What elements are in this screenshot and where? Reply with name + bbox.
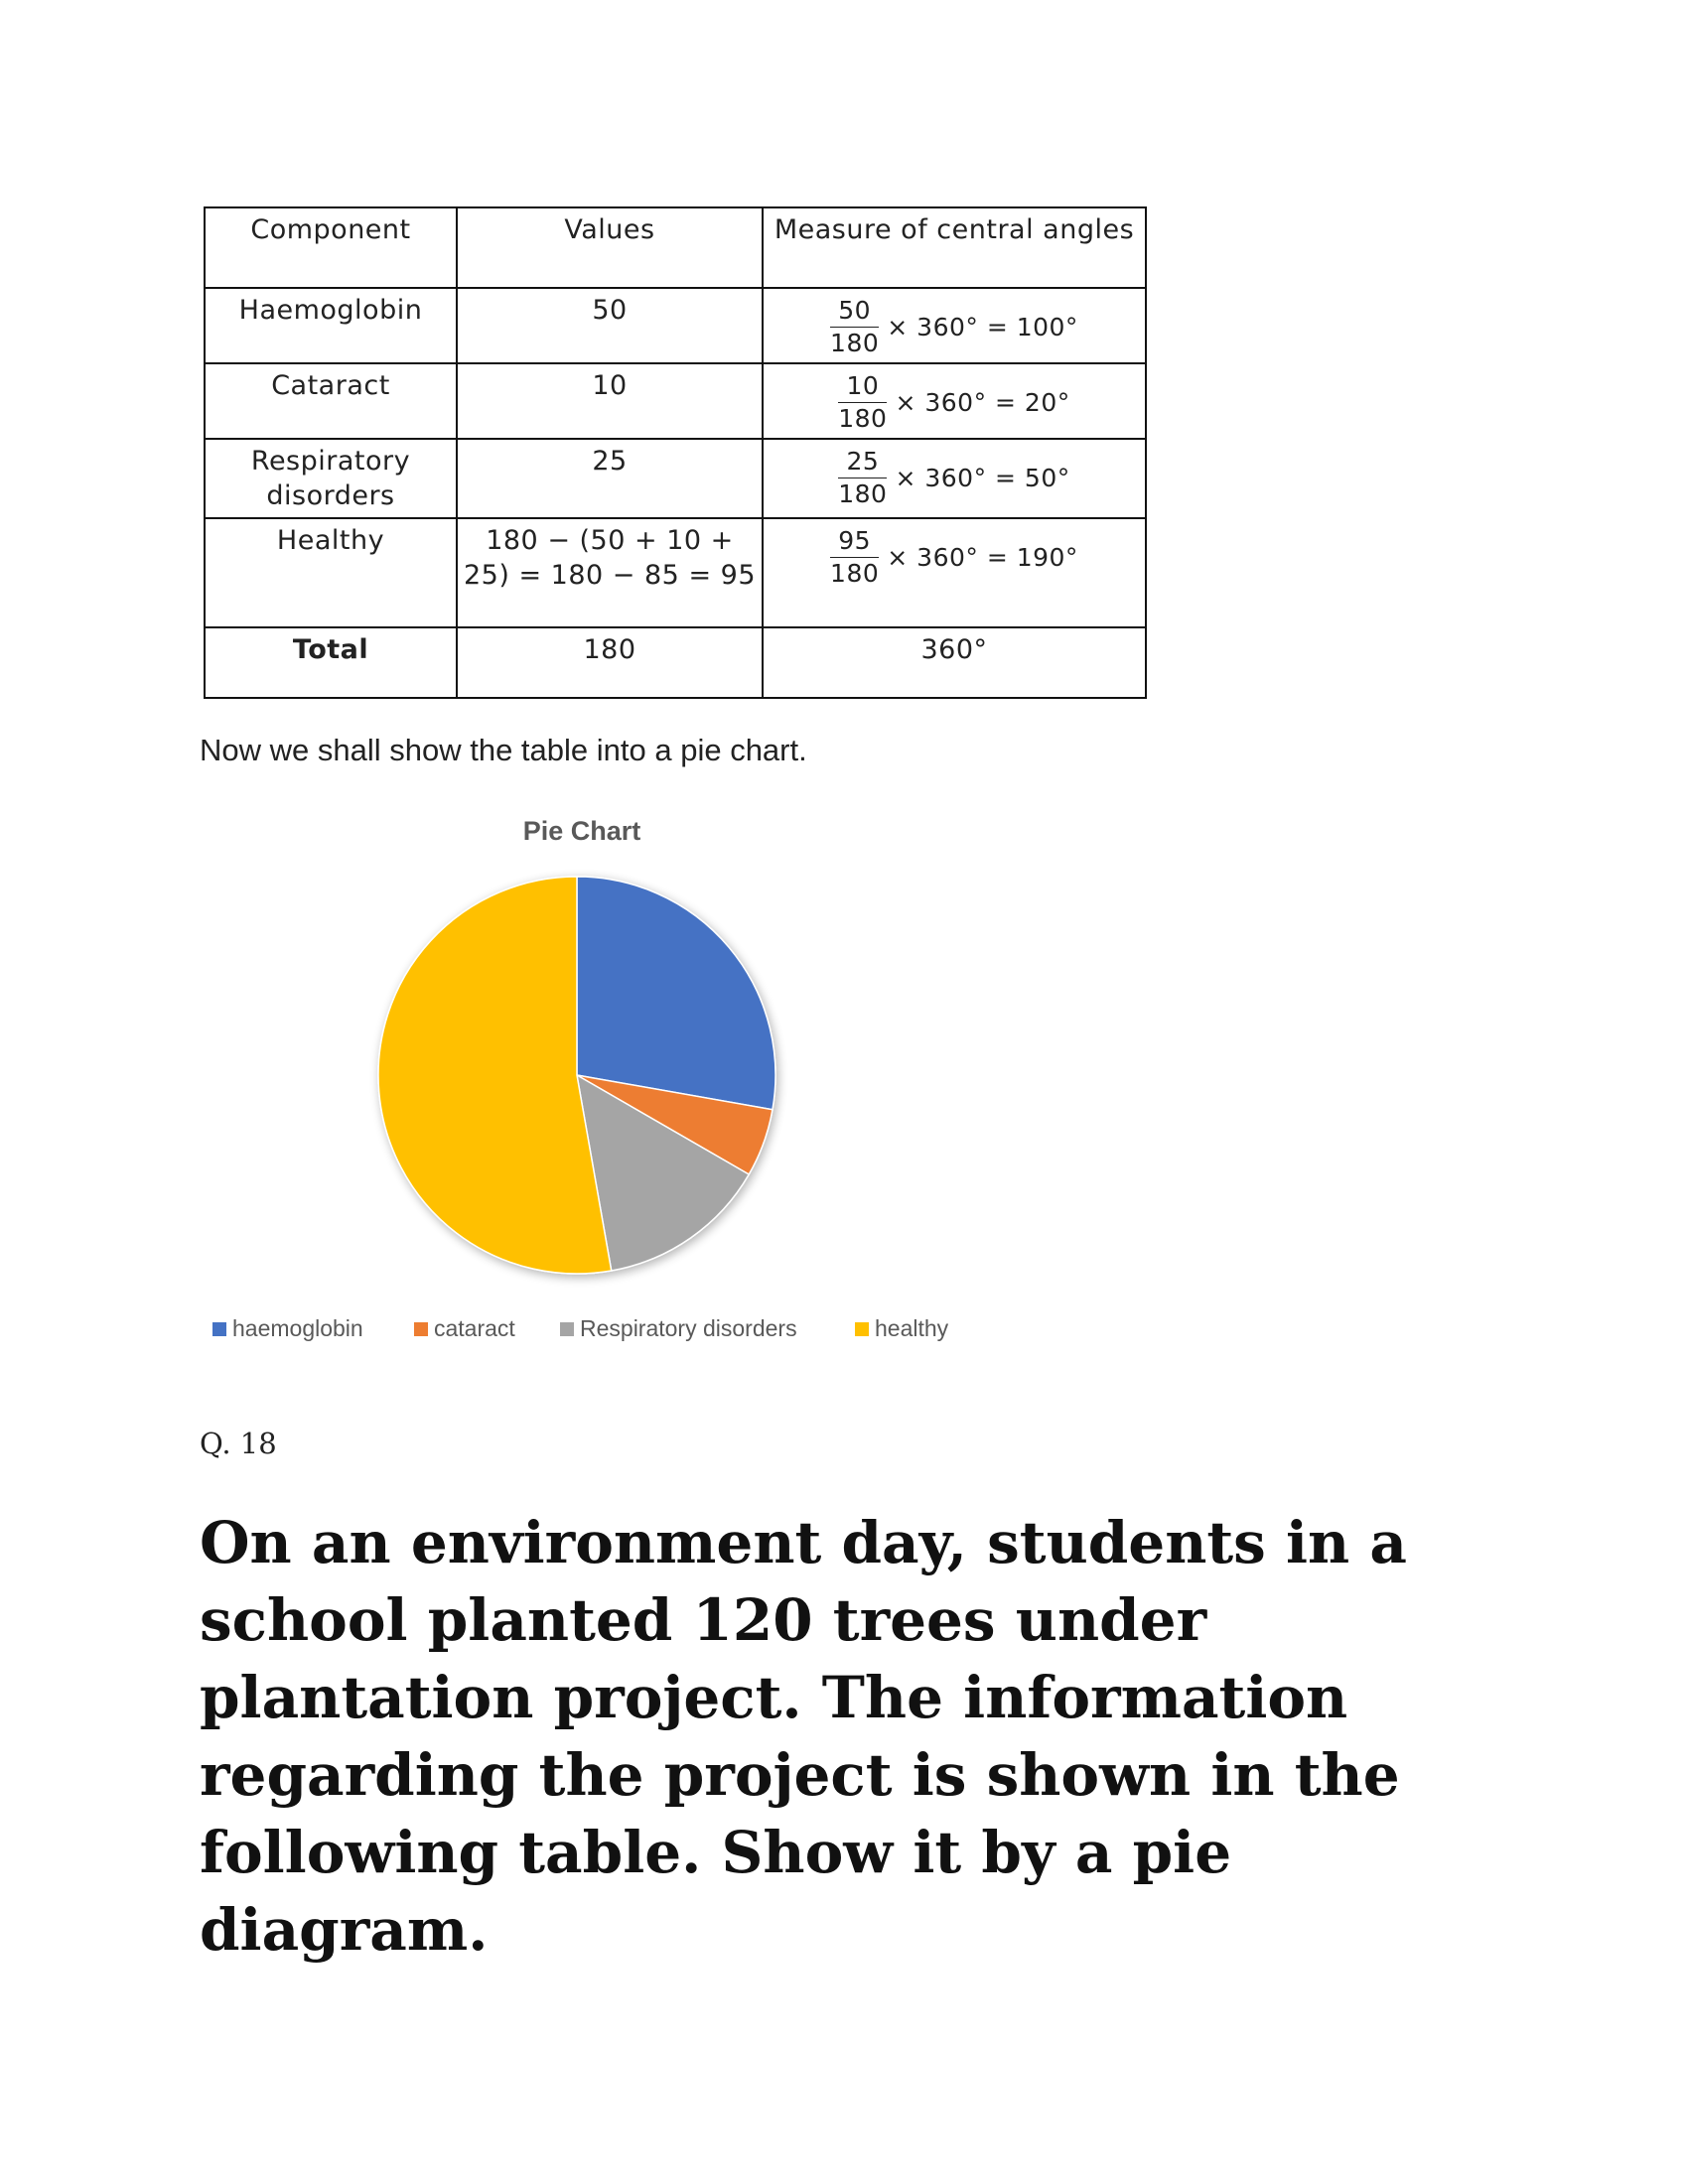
denominator: 180 xyxy=(830,329,880,357)
intro-text: Now we shall show the table into a pie chart. xyxy=(200,733,807,767)
legend-label: cataract xyxy=(434,1315,515,1341)
numerator: 10 xyxy=(838,371,887,403)
legend-swatch xyxy=(560,1322,574,1336)
table-row xyxy=(205,439,1146,518)
numerator: 25 xyxy=(838,447,887,478)
header-central-angles: Measure of central angles xyxy=(763,207,1146,288)
fraction xyxy=(838,371,887,434)
denominator: 180 xyxy=(830,559,880,588)
fraction xyxy=(830,296,879,358)
total-value: 180 xyxy=(457,627,763,698)
row-value: 10 xyxy=(457,363,763,439)
chart-legend xyxy=(212,1315,949,1341)
header-component: Component xyxy=(205,207,457,288)
angle-result: × 360° = 100° xyxy=(887,313,1078,341)
row-value: 50 xyxy=(457,288,763,363)
legend-swatch xyxy=(414,1322,428,1336)
row-component: Haemoglobin xyxy=(205,288,457,363)
row-value: 25 xyxy=(457,439,763,518)
denominator: 180 xyxy=(838,404,888,433)
chart-title: Pie Chart xyxy=(522,816,641,846)
legend-label: healthy xyxy=(875,1315,949,1341)
table-total-row xyxy=(205,627,1146,698)
row-angle xyxy=(763,288,1146,363)
pie-slice-haemoglobin xyxy=(577,877,775,1110)
data-table xyxy=(204,206,1147,699)
angle-result: × 360° = 190° xyxy=(887,543,1078,572)
row-value: 180 − (50 + 10 + 25) = 180 − 85 = 95 xyxy=(457,518,763,627)
row-component: Healthy xyxy=(205,518,457,627)
question-number: Q. 18 xyxy=(200,1427,277,1460)
total-label: Total xyxy=(205,627,457,698)
legend-label: haemoglobin xyxy=(232,1315,363,1341)
legend-label: Respiratory disorders xyxy=(580,1315,797,1341)
row-component: Respiratory disorders xyxy=(205,439,457,518)
angle-result: × 360° = 50° xyxy=(895,464,1070,492)
row-angle xyxy=(763,363,1146,439)
pie-slices xyxy=(378,877,775,1274)
numerator: 95 xyxy=(830,526,879,558)
fraction xyxy=(830,526,879,589)
header-values: Values xyxy=(457,207,763,288)
question-text: On an environment day, students in a school planted 120 trees under plantation project. The information regarding the project is shown in the following table. Show it by a pie diagram. xyxy=(200,1509,1407,1964)
row-angle xyxy=(763,439,1146,518)
legend-swatch xyxy=(855,1322,869,1336)
angle-result: × 360° = 20° xyxy=(895,388,1070,417)
numerator: 50 xyxy=(830,296,879,328)
table-row xyxy=(205,363,1146,439)
row-component: Cataract xyxy=(205,363,457,439)
legend-swatch xyxy=(212,1322,226,1336)
denominator: 180 xyxy=(838,479,888,508)
pie-chart-svg xyxy=(189,809,1003,1365)
fraction xyxy=(838,447,887,509)
pie-chart xyxy=(189,809,1003,1365)
table-header-row xyxy=(205,207,1146,288)
row-angle xyxy=(763,518,1146,627)
table-row xyxy=(205,288,1146,363)
table-row xyxy=(205,518,1146,627)
pie-slice-healthy xyxy=(378,877,612,1274)
total-angle: 360° xyxy=(763,627,1146,698)
